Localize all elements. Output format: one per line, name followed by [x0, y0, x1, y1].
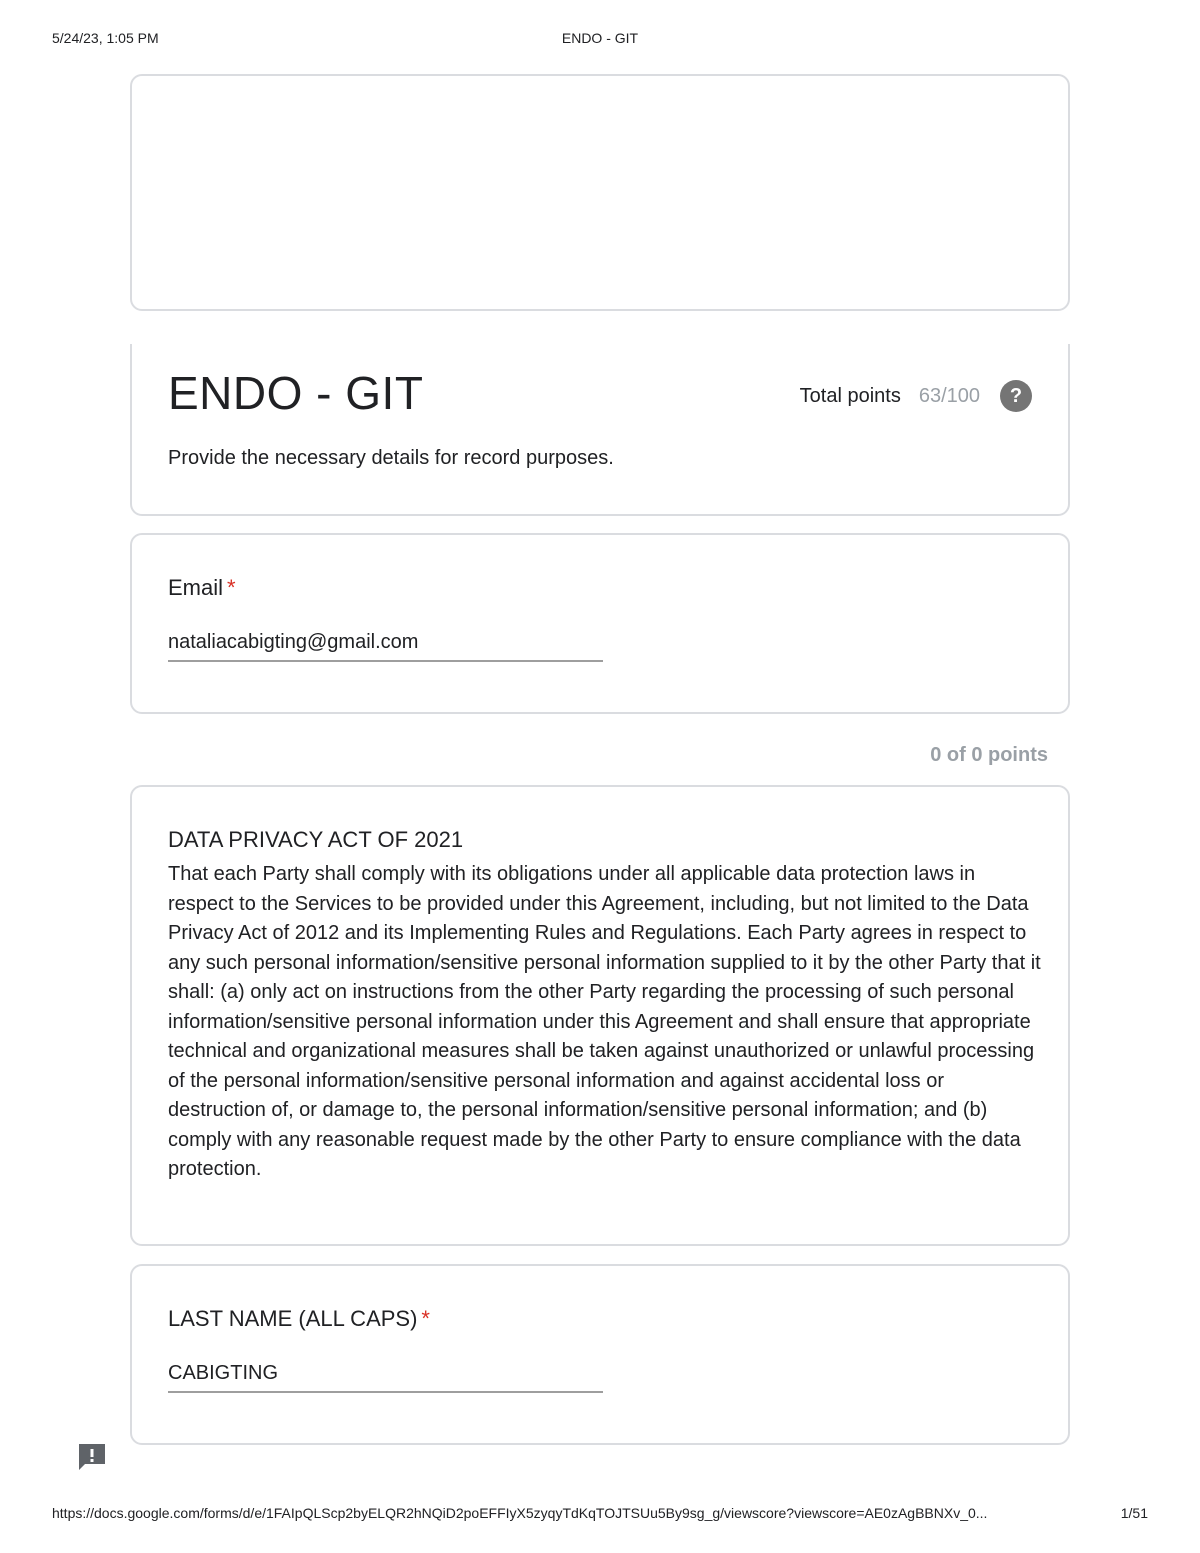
total-points-label: Total points [799, 384, 901, 407]
section-points: 0 of 0 points [930, 744, 1048, 766]
privacy-title: DATA PRIVACY ACT OF 2021 [168, 827, 464, 852]
form-description: Provide the necessary details for record purposes. [168, 447, 614, 469]
email-question-card [130, 533, 1070, 714]
email-question-label [168, 575, 236, 601]
print-footer [52, 1505, 1148, 1523]
header-banner [130, 74, 1070, 311]
last-name-question-label [168, 1306, 430, 1332]
last-name-question-card [130, 1264, 1070, 1445]
privacy-section-card [130, 785, 1070, 1246]
email-label-text: Email [168, 575, 224, 600]
email-answer: nataliacabigting@gmail.com [168, 631, 603, 662]
print-header [52, 30, 1148, 48]
form-header-card [130, 344, 1070, 516]
form-title: ENDO - GIT [168, 367, 424, 419]
page-url: https://docs.google.com/forms/d/e/1FAIpQLScp2byELQR2hNQiD2poEFFIyX5zyqyTdKqTOJTSUu5By9sg_g/viewscore?viewscore=AE0zAgBBNXv_0... [52, 1505, 988, 1521]
help-icon[interactable]: ? [1000, 380, 1032, 412]
print-datetime: 5/24/23, 1:05 PM [52, 30, 159, 46]
required-asterisk: * [227, 575, 236, 600]
print-title: ENDO - GIT [561, 30, 639, 46]
privacy-text: That each Party shall comply with its obligations under all applicable data protection laws in respect to the Services to be provided under this Agreement, including, but not limited to the Data Privacy Act of 2012 and its Implementing Rules and Regulations. Each Party agrees in respect to any such personal information/sensitive personal information supplied to it by the other Party that it shall: (a) only act on instructions from the other Party regarding the processing of such personal information/sensitive personal information under this Agreement and shall ensure that appropriate technical and organizational measures shall be taken against unauthorized or unlawful processing of the personal information/sensitive personal information and against accidental loss or destruction of, or damage to, the personal information/sensitive personal information; and (b) comply with any reasonable request made by the other Party to ensure compliance with the data protection. [168, 863, 1041, 1180]
required-asterisk: * [421, 1306, 430, 1331]
feedback-icon[interactable] [76, 1441, 108, 1473]
page-number: 1/51 [1120, 1505, 1148, 1521]
total-points-value: 63/100 [918, 384, 980, 407]
total-points [800, 380, 1032, 412]
last-name-answer: CABIGTING [168, 1362, 603, 1393]
last-name-label-text: LAST NAME (ALL CAPS) [168, 1306, 418, 1331]
